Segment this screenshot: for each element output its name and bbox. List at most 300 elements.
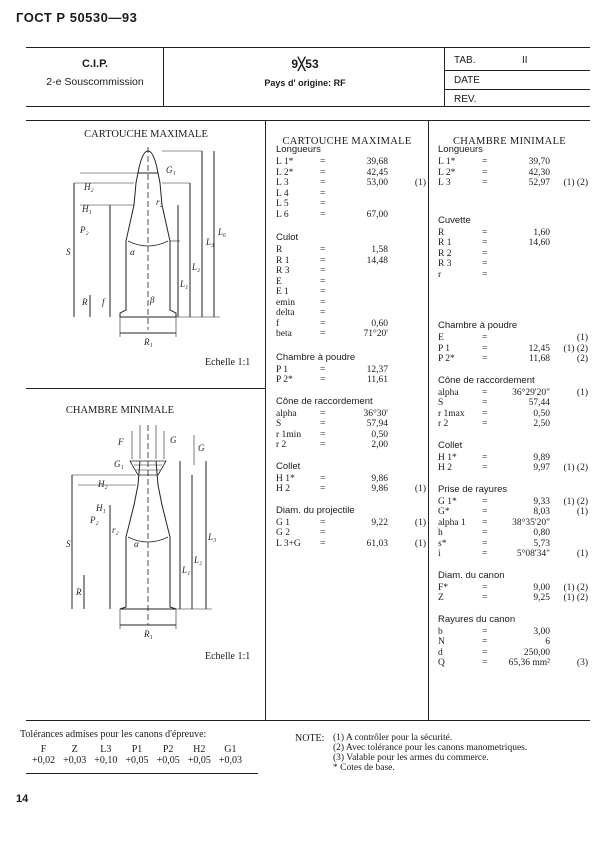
param-name: P 1 — [438, 343, 451, 354]
value-row — [276, 474, 426, 485]
value-row — [276, 277, 426, 288]
equals-sign: = — [482, 419, 488, 429]
section-heading: Rayures du canon — [438, 613, 516, 625]
param-name: b — [438, 626, 443, 637]
param-value: 38°35'20" — [512, 517, 550, 528]
tab-value: II — [522, 55, 528, 66]
equals-sign: = — [482, 647, 488, 658]
section-table — [438, 157, 588, 189]
section-heading: Culot — [276, 232, 299, 243]
param-note: (1) (2) — [563, 343, 588, 354]
equals-sign: = — [320, 473, 326, 484]
value-row — [276, 287, 426, 298]
svg-text:R₁: R₁ — [144, 337, 153, 347]
param-note: (1) — [576, 549, 588, 559]
param-name: N — [438, 637, 445, 647]
value-row — [438, 528, 588, 539]
param-value — [336, 277, 388, 288]
tolerance-value: +0,03 — [63, 755, 87, 766]
param-note — [388, 409, 426, 420]
equals-sign: = — [320, 419, 326, 429]
param-value: 36°29'20" — [512, 387, 550, 398]
param-value: 57,44 — [528, 398, 550, 408]
param-note — [550, 409, 588, 420]
value-row — [438, 157, 588, 168]
param-value: 0,60 — [371, 318, 388, 329]
equals-sign: = — [320, 255, 326, 266]
param-name: r — [438, 269, 442, 280]
param-name: P 1 — [276, 364, 289, 375]
param-name: L 5 — [276, 199, 289, 209]
param-value — [498, 333, 550, 344]
section-table — [438, 453, 588, 474]
value-row — [276, 365, 426, 376]
param-note — [388, 298, 426, 309]
param-value: 2,50 — [533, 419, 550, 429]
param-name: G 1* — [438, 496, 457, 507]
equals-sign: = — [482, 343, 488, 354]
param-value: 67,00 — [366, 209, 388, 220]
param-name: L 2* — [276, 167, 294, 178]
param-note: (1) (2) — [563, 593, 588, 603]
param-value — [336, 528, 388, 539]
param-note: (1) — [414, 484, 426, 494]
param-name: Q — [438, 658, 445, 668]
equals-sign: = — [482, 387, 488, 398]
drawing-bottom-title: CHAMBRE MINIMALE — [65, 405, 175, 416]
value-row — [438, 259, 588, 270]
value-row — [438, 388, 588, 399]
equals-sign: = — [482, 227, 488, 238]
param-value: 5,73 — [533, 538, 550, 549]
param-value: 11,68 — [528, 354, 550, 364]
param-value: 11,61 — [366, 375, 388, 385]
param-name: L 4 — [276, 188, 289, 199]
value-row — [438, 648, 588, 659]
equals-sign: = — [482, 593, 488, 603]
param-note — [388, 199, 426, 210]
tab-divider-1 — [444, 70, 590, 71]
param-name: G* — [438, 507, 450, 517]
param-value — [498, 259, 550, 270]
chambre-values — [438, 144, 588, 669]
param-name: L 3 — [438, 178, 451, 188]
param-value: 39,68 — [366, 157, 388, 167]
section-heading: Cuvette — [438, 214, 471, 226]
tolerance-rule — [26, 773, 258, 774]
param-value: 61,03 — [366, 538, 388, 549]
param-note — [388, 266, 426, 277]
svg-text:L₁: L₁ — [180, 279, 189, 289]
date-label: DATE — [454, 75, 480, 86]
value-row — [276, 308, 426, 319]
param-name: L 3 — [276, 178, 289, 188]
section-table — [276, 157, 426, 220]
equals-sign: = — [320, 440, 326, 450]
value-row — [438, 658, 588, 669]
section-heading: Cône de raccordement — [438, 374, 535, 386]
tolerance-header: Z — [71, 744, 78, 755]
param-note — [388, 329, 426, 340]
value-row — [438, 419, 588, 430]
value-row — [276, 319, 426, 330]
title-divider-1 — [163, 47, 164, 106]
value-row — [438, 333, 588, 344]
param-value: 9,25 — [533, 593, 550, 603]
param-value: 6 — [545, 637, 550, 647]
equals-sign: = — [320, 375, 326, 385]
value-row — [438, 539, 588, 550]
value-row — [438, 178, 588, 189]
document-header: ГОСТ Р 50530—93 — [16, 10, 138, 25]
main-frame-bottom — [26, 720, 590, 721]
param-note — [388, 319, 426, 330]
param-note — [550, 157, 588, 168]
param-note — [550, 249, 588, 260]
section-heading: Cône de raccordement — [276, 395, 373, 407]
param-note — [388, 474, 426, 485]
value-row — [276, 329, 426, 340]
param-name: beta — [276, 329, 292, 339]
param-note: (2) — [576, 354, 588, 364]
param-note — [388, 210, 426, 221]
param-note — [550, 518, 588, 529]
equals-sign: = — [482, 582, 488, 593]
param-note — [550, 637, 588, 648]
svg-text:H₂: H₂ — [98, 479, 108, 489]
equals-sign: = — [482, 452, 488, 463]
param-value: 12,45 — [528, 343, 550, 354]
param-name: G 1 — [276, 517, 290, 528]
param-value: 250,00 — [523, 647, 550, 658]
param-name: alpha 1 — [438, 517, 466, 528]
equals-sign: = — [320, 188, 326, 199]
param-note: (1) — [414, 517, 426, 528]
param-note — [550, 627, 588, 638]
value-row — [438, 453, 588, 464]
param-name: L 6 — [276, 209, 289, 220]
section-table — [438, 333, 588, 365]
param-note — [550, 238, 588, 249]
value-row — [276, 189, 426, 200]
param-note — [550, 398, 588, 409]
equals-sign: = — [320, 484, 326, 494]
param-name: S — [276, 419, 282, 429]
param-value — [336, 308, 388, 319]
section-heading: Chambre à poudre — [438, 320, 518, 331]
title-divider-2 — [444, 47, 445, 106]
svg-text:S: S — [66, 539, 71, 549]
equals-sign: = — [482, 517, 488, 528]
param-note: (3) — [576, 658, 588, 668]
value-row — [276, 484, 426, 495]
value-row — [438, 398, 588, 409]
rev-label: REV. — [454, 94, 477, 105]
equals-sign: = — [320, 408, 326, 419]
param-name: L 1* — [438, 157, 456, 167]
param-note — [550, 270, 588, 281]
value-row — [438, 463, 588, 474]
equals-sign: = — [320, 429, 326, 440]
param-note — [550, 539, 588, 550]
section-table — [438, 627, 588, 669]
svg-text:H₂: H₂ — [84, 182, 94, 192]
equals-sign: = — [320, 517, 326, 528]
org-name: C.I.P. — [81, 58, 109, 70]
value-row — [438, 518, 588, 529]
param-note — [388, 528, 426, 539]
param-value: 14,60 — [528, 238, 550, 248]
param-name: H 2 — [438, 463, 452, 473]
param-value: 39,70 — [528, 157, 550, 167]
svg-text:L₂: L₂ — [194, 555, 203, 565]
param-note: (1) (2) — [563, 178, 588, 188]
param-name: R 3 — [276, 266, 290, 276]
param-note — [388, 440, 426, 451]
value-row — [276, 168, 426, 179]
value-row — [276, 539, 426, 550]
equals-sign: = — [482, 463, 488, 473]
param-note — [550, 528, 588, 539]
param-name: E — [276, 276, 282, 287]
value-row — [276, 430, 426, 441]
param-name: h — [438, 528, 443, 538]
param-note — [388, 157, 426, 168]
note-line: * Cotes de base. — [333, 763, 395, 773]
value-row — [438, 637, 588, 648]
tab-divider-2 — [444, 89, 590, 90]
subcommission: 2-e Souscommission — [46, 76, 144, 88]
param-note: (1) (2) — [563, 582, 588, 593]
param-name: P 2* — [438, 354, 455, 364]
tolerance-header: G1 — [224, 744, 237, 755]
param-value: 8,03 — [533, 507, 550, 517]
param-name: d — [438, 647, 443, 658]
param-note — [388, 419, 426, 430]
equals-sign: = — [320, 287, 326, 297]
param-value: 57,94 — [366, 419, 388, 429]
value-row — [276, 245, 426, 256]
svg-text:L₁: L₁ — [182, 565, 191, 575]
value-row — [438, 354, 588, 365]
equals-sign: = — [482, 354, 488, 364]
param-note — [388, 365, 426, 376]
value-row — [276, 440, 426, 451]
equals-sign: = — [482, 157, 488, 167]
param-note — [388, 189, 426, 200]
param-value: 9,33 — [533, 496, 550, 507]
drawing-top-scale: Echelle 1:1 — [205, 357, 251, 368]
param-name: R 3 — [438, 259, 452, 269]
value-row — [438, 507, 588, 518]
param-value — [498, 249, 550, 260]
param-note: (1) — [414, 178, 426, 188]
equals-sign: = — [482, 408, 488, 419]
param-name: S — [438, 398, 444, 408]
param-value — [336, 199, 388, 210]
equals-sign: = — [482, 167, 488, 178]
svg-text:R: R — [76, 587, 82, 597]
param-note — [388, 308, 426, 319]
param-note: (1) — [576, 507, 588, 517]
tolerance-title: Tolérances admises pour les canons d'épreuve: — [20, 729, 207, 740]
tolerance-header: L3 — [100, 744, 112, 755]
param-name: R — [276, 245, 283, 255]
tolerance-value: +0,05 — [125, 755, 149, 766]
param-value: 0,50 — [533, 408, 550, 419]
value-row — [438, 249, 588, 260]
param-name: i — [438, 549, 441, 559]
value-row — [438, 549, 588, 560]
value-row — [276, 518, 426, 529]
param-note — [550, 419, 588, 430]
param-value: 0,80 — [533, 528, 550, 538]
tolerance-table — [28, 744, 246, 766]
cartridge-drawing — [30, 145, 262, 350]
chamber-drawing — [30, 425, 262, 640]
section-table — [438, 497, 588, 560]
param-note — [550, 648, 588, 659]
svg-text:f: f — [102, 297, 105, 307]
value-row — [438, 228, 588, 239]
svg-text:G₁: G₁ — [166, 165, 176, 175]
section-heading: Prise de rayures — [438, 483, 508, 495]
param-note — [388, 277, 426, 288]
value-row — [276, 375, 426, 386]
param-name: f — [276, 318, 280, 329]
section-table — [438, 583, 588, 604]
value-row — [276, 528, 426, 539]
drawing-top-title: CARTOUCHE MAXIMALE — [84, 129, 208, 140]
section-heading: Diam. du canon — [438, 569, 505, 581]
chambre-title-text: CHAMBRE MINIMALE — [452, 136, 566, 147]
param-value: 9,86 — [371, 473, 388, 484]
param-value: 3,00 — [533, 626, 550, 637]
tolerance-header: H2 — [193, 744, 206, 755]
notes-label: NOTE: — [295, 733, 325, 744]
drawing-divider — [26, 388, 265, 389]
param-name: Z — [438, 593, 444, 603]
section-table — [276, 409, 426, 451]
value-row — [276, 419, 426, 430]
equals-sign: = — [320, 329, 326, 339]
param-note: (1) — [576, 333, 588, 343]
value-row — [438, 168, 588, 179]
equals-sign: = — [320, 318, 326, 329]
equals-sign: = — [320, 157, 326, 167]
param-value: 71°20' — [363, 329, 388, 339]
tolerance-value: +0,05 — [156, 755, 180, 766]
param-note — [550, 259, 588, 270]
param-value: 1,60 — [533, 227, 550, 238]
notes-list — [333, 733, 527, 773]
param-note — [388, 375, 426, 386]
param-value — [336, 298, 388, 309]
equals-sign: = — [320, 528, 326, 538]
svg-text:L₃: L₃ — [206, 237, 215, 247]
equals-sign: = — [320, 209, 326, 220]
param-value: 42,45 — [366, 167, 388, 178]
svg-text:H₁: H₁ — [82, 204, 92, 214]
param-name: R 1 — [438, 238, 452, 248]
param-value: 36°30' — [363, 408, 388, 419]
tolerance-value: +0,03 — [218, 755, 242, 766]
equals-sign: = — [320, 199, 326, 209]
equals-sign: = — [320, 245, 326, 255]
drawing-bottom-scale: Echelle 1:1 — [205, 651, 251, 662]
note-line: (2) Avec tolérance pour les canons manometriques. — [333, 743, 528, 753]
value-row — [276, 157, 426, 168]
equals-sign: = — [482, 538, 488, 549]
value-row — [438, 583, 588, 594]
param-value: 42,30 — [528, 167, 550, 178]
param-note: (1) — [414, 538, 426, 549]
main-frame-top — [26, 120, 590, 121]
param-name: R 2 — [438, 248, 452, 259]
param-value: 9,97 — [533, 463, 550, 473]
param-note — [550, 228, 588, 239]
svg-text:β: β — [150, 295, 155, 305]
param-name: P 2* — [276, 375, 293, 385]
equals-sign: = — [320, 364, 326, 375]
param-name: r 2 — [276, 440, 287, 450]
col-divider-1 — [265, 120, 266, 720]
tolerance-value: +0,10 — [94, 755, 118, 766]
param-name: L 2* — [438, 167, 456, 178]
svg-text:L₂: L₂ — [192, 262, 201, 272]
param-name: R — [438, 227, 445, 238]
svg-text:G: G — [198, 443, 205, 453]
country-origin: Pays d' origine: RF — [264, 78, 346, 88]
param-value — [498, 270, 550, 281]
param-value: 9,22 — [371, 517, 388, 528]
param-name: L 3+G — [276, 538, 301, 549]
param-name: delta — [276, 308, 295, 318]
equals-sign: = — [482, 248, 488, 259]
svg-text:F: F — [118, 437, 124, 447]
section-table — [276, 474, 426, 495]
section-table — [276, 365, 426, 386]
svg-text:G₁: G₁ — [114, 459, 124, 469]
param-name: E 1 — [276, 287, 289, 297]
param-name: H 2 — [276, 484, 290, 494]
value-row — [438, 497, 588, 508]
value-row — [276, 256, 426, 267]
value-row — [438, 238, 588, 249]
param-name: r 1max — [438, 408, 465, 419]
svg-text:P₂: P₂ — [80, 225, 89, 235]
note-line: (1) A contrôler pour la sécurité. — [333, 733, 453, 743]
svg-text:r₂: r₂ — [112, 525, 119, 535]
equals-sign: = — [482, 658, 488, 668]
svg-text:P₂: P₂ — [90, 515, 99, 525]
equals-sign: = — [482, 269, 488, 280]
param-note — [388, 245, 426, 256]
param-value — [336, 287, 388, 298]
equals-sign: = — [320, 538, 326, 549]
tab-label: TAB. — [454, 55, 476, 66]
svg-text:R₁: R₁ — [144, 629, 153, 639]
value-row — [276, 409, 426, 420]
param-name: s* — [438, 538, 447, 549]
equals-sign: = — [320, 266, 326, 276]
value-row — [438, 270, 588, 281]
value-row — [276, 210, 426, 221]
value-row — [276, 178, 426, 189]
tolerance-header: F — [40, 744, 47, 755]
param-name: r 2 — [438, 419, 449, 429]
equals-sign: = — [320, 276, 326, 287]
